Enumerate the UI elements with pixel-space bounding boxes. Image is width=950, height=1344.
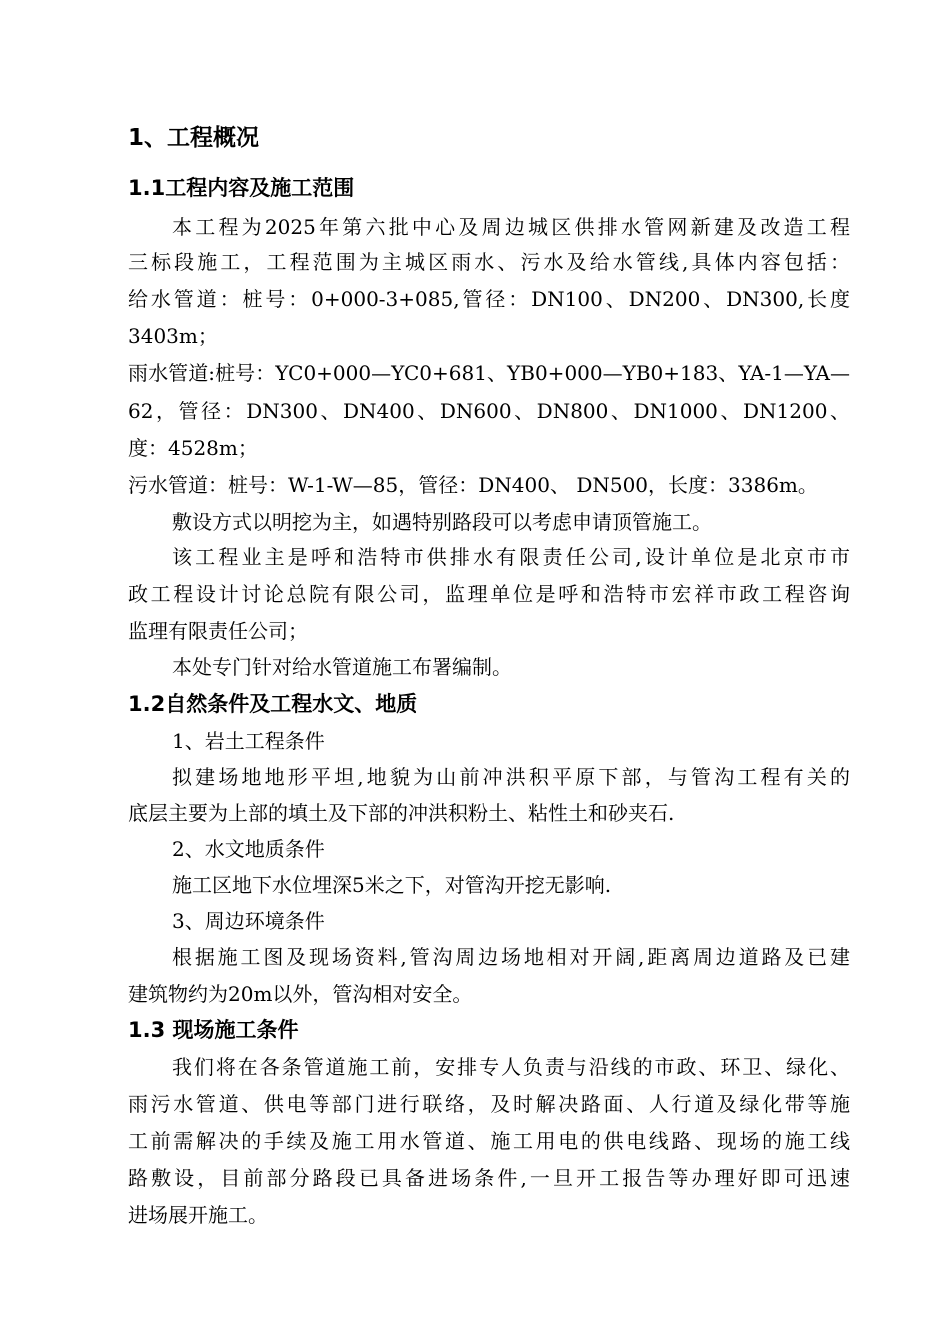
geotechnical-text: 底层主要为上部的填土及下部的冲洪积粉土、粘性土和砂夹石.: [128, 801, 675, 825]
section-1-heading: 1、工程概况: [128, 125, 260, 151]
site-conditions-text: 进场展开施工。: [128, 1203, 268, 1227]
hydrogeology-text: 施工区地下水位埋深5米之下，对管沟开挖无影响.: [172, 873, 612, 897]
site-conditions-text: 工前需解决的手续及施工用水管道、施工用电的供电线路、现场的施工线: [128, 1129, 850, 1153]
intro-text-line: 三标段施工，工程范围为主城区雨水、污水及给水管线,具体内容包括：: [128, 250, 850, 274]
laying-method-text: 敷设方式以明挖为主，如遇特别路段可以考虑申请顶管施工。: [172, 510, 712, 534]
geotechnical-text: 拟建场地地形平坦,地貌为山前冲洪积平原下部，与管沟工程有关的: [172, 765, 850, 789]
rain-pipe-text: 62，管径：DN300、DN400、DN600、DN800、DN1000、DN1200、: [128, 399, 850, 423]
section-1-2-heading: 1.2自然条件及工程水文、地质: [128, 692, 418, 716]
hydrogeology-subheading: 2、水文地质条件: [172, 837, 325, 861]
environment-text: 根据施工图及现场资料,管沟周边场地相对开阔,距离周边道路及已建: [172, 945, 850, 969]
site-conditions-text: 路敷设，目前部分路段已具备进场条件,一旦开工报告等办理好即可迅速: [128, 1166, 850, 1190]
section-1-1-heading: 1.1工程内容及施工范围: [128, 176, 355, 200]
owner-info-text: 该工程业主是呼和浩特市供排水有限责任公司,设计单位是北京市市: [172, 545, 850, 569]
section-1-3-heading: 1.3 现场施工条件: [128, 1018, 299, 1042]
water-supply-pipe-text: 3403m；: [128, 324, 218, 348]
sewage-pipe-text: 污水管道：桩号：W-1-W—85，管径：DN400、 DN500，长度：3386m。: [128, 473, 818, 497]
owner-info-text: 监理有限责任公司；: [128, 619, 308, 643]
site-conditions-text: 雨污水管道、供电等部门进行联络，及时解决路面、人行道及绿化带等施: [128, 1092, 850, 1116]
environment-subheading: 3、周边环境条件: [172, 909, 325, 933]
geotechnical-subheading: 1、岩土工程条件: [172, 729, 325, 753]
environment-text: 建筑物约为20m以外，管沟相对安全。: [128, 982, 473, 1006]
owner-info-text: 政工程设计讨论总院有限公司，监理单位是呼和浩特市宏祥市政工程咨询: [128, 582, 850, 606]
site-conditions-text: 我们将在各条管道施工前，安排专人负责与沿线的市政、环卫、绿化、: [172, 1055, 850, 1079]
water-supply-pipe-text: 给水管道：桩号：0+000-3+085,管径：DN100、DN200、DN300,长度: [128, 287, 850, 311]
scope-note-text: 本处专门针对给水管道施工布署编制。: [172, 655, 512, 679]
rain-pipe-text: 度：4528m；: [128, 436, 258, 460]
rain-pipe-text: 雨水管道:桩号：YC0+000—YC0+681、YB0+000—YB0+183、YA-1—YA—: [128, 361, 850, 385]
intro-text-line: 本工程为2025年第六批中心及周边城区供排水管网新建及改造工程: [172, 215, 850, 239]
